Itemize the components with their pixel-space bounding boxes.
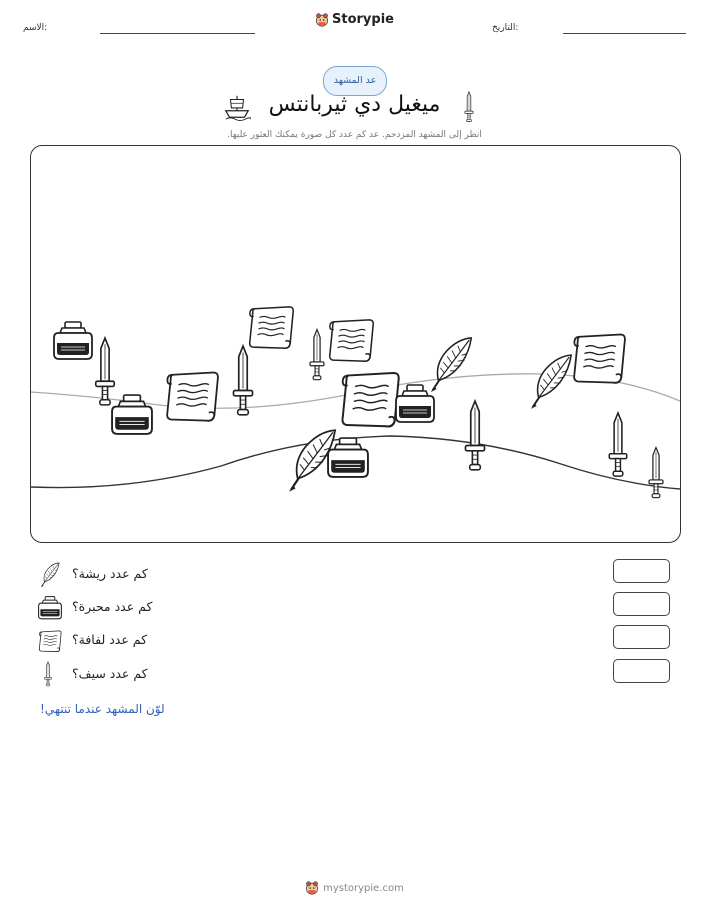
scene-scroll: [342, 373, 398, 426]
name-input-line[interactable]: [100, 33, 255, 34]
scene-quill: [431, 338, 472, 392]
scene-scroll: [250, 307, 294, 348]
question-sword: كم عدد سيف؟: [72, 666, 148, 681]
brand-name: Storypie: [332, 12, 394, 27]
name-label: الاسم:: [23, 23, 48, 33]
question-scroll: كم عدد لفافة؟: [72, 632, 148, 647]
question-quill: كم عدد ريشة؟: [72, 566, 148, 581]
scene-inkwell: [328, 438, 368, 477]
answer-box-sword[interactable]: [613, 659, 670, 683]
page-title: ميغيل دي ثيربانتس: [268, 92, 441, 117]
activity-badge: عد المشهد: [323, 66, 387, 96]
scene-scroll: [574, 334, 625, 382]
storypie-logo-icon: [315, 13, 329, 27]
scene-inkwell: [54, 322, 92, 359]
answer-box-quill[interactable]: [613, 559, 670, 583]
footer: [0, 881, 709, 895]
colour-prompt: لوّن المشهد عندما تنتهي!: [40, 702, 165, 716]
scene-sword: [465, 401, 484, 470]
scene-drawing: [31, 146, 680, 542]
scroll-icon: [38, 628, 62, 654]
quill-icon: [38, 562, 62, 588]
question-inkwell: كم عدد محبرة؟: [72, 599, 153, 614]
scene-scroll: [330, 320, 374, 361]
inkwell-icon: [38, 595, 62, 621]
scene-quill: [531, 355, 571, 409]
date-input-line[interactable]: [563, 33, 686, 34]
footer-logo-icon: [305, 881, 319, 895]
instructions: انظر إلى المشهد المزدحم. عد كم عدد كل صورة يمكنك العثور عليها.: [227, 130, 482, 140]
date-label: التاريخ:: [492, 23, 519, 33]
scene-sword: [649, 448, 663, 498]
scene-sword: [96, 338, 115, 405]
scene-inkwell: [396, 385, 434, 422]
answer-box-inkwell[interactable]: [613, 592, 670, 616]
scene-inkwell: [112, 395, 152, 434]
scene-sword: [310, 330, 324, 380]
scene-sword: [609, 413, 626, 476]
sword-title-icon: [462, 91, 476, 123]
counting-scene: [30, 145, 681, 543]
sword-icon: [41, 661, 55, 687]
scene-scroll: [167, 372, 218, 420]
scene-sword: [233, 346, 252, 415]
brand: [0, 12, 709, 27]
answer-box-scroll[interactable]: [613, 625, 670, 649]
footer-site[interactable]: mystorypie.com: [323, 883, 404, 894]
